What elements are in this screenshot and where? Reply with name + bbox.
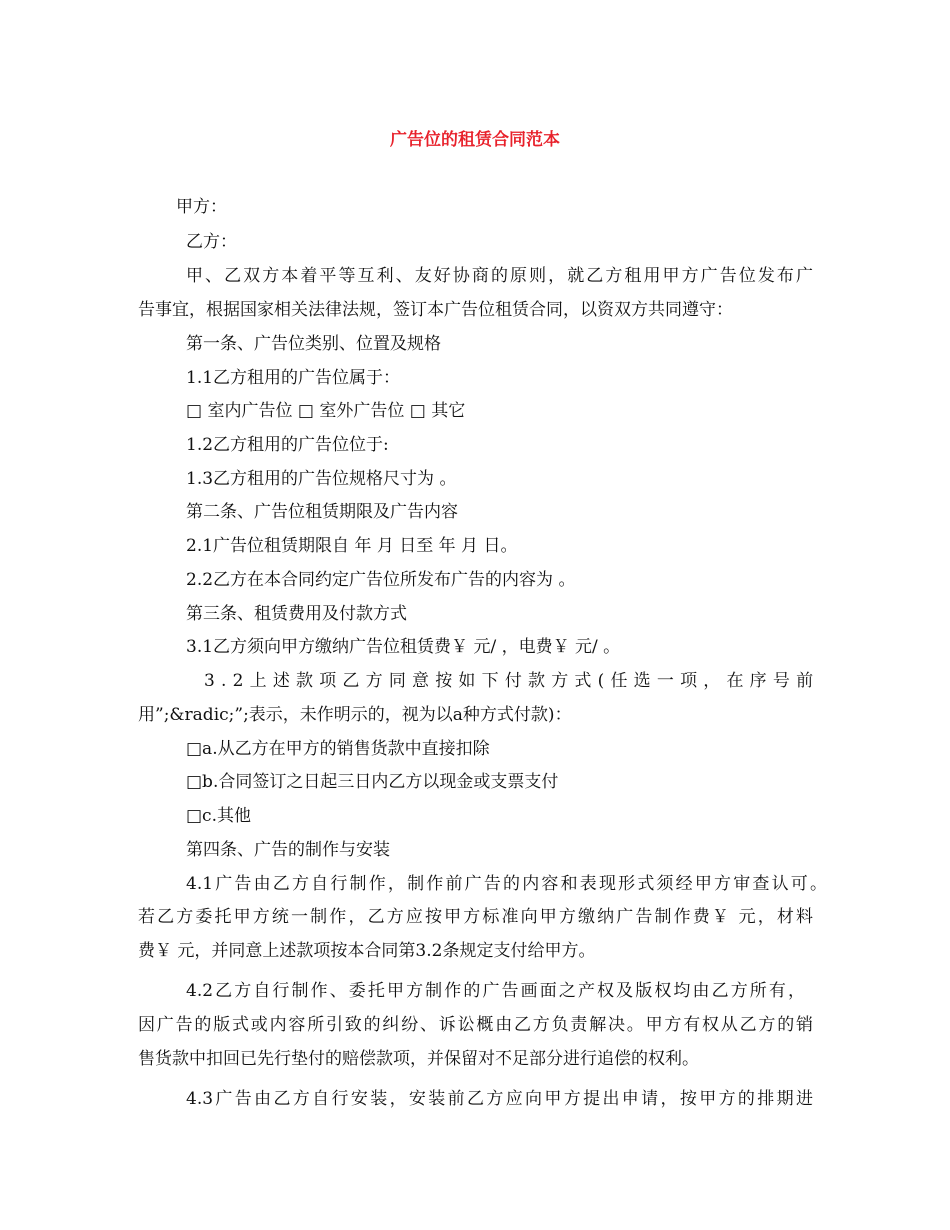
article-3-heading: 第三条、租赁费用及付款方式	[186, 604, 407, 624]
clause-4-3-line-1: 4.3广告由乙方自行安装，安装前乙方应向甲方提出申请，按甲方的排期进	[186, 1089, 813, 1109]
payment-option-c: □c.其他	[186, 806, 251, 826]
clause-4-2-line-1: 4.2乙方自行制作、委托甲方制作的广告画面之产权及版权均由乙方所有，	[186, 981, 805, 1001]
clause-3-1: 3.1乙方须向甲方缴纳广告位租赁费￥ 元/ ，电费￥ 元/ 。	[186, 637, 621, 657]
article-4-heading: 第四条、广告的制作与安装	[186, 840, 390, 860]
clause-2-2: 2.2乙方在本合同约定广告位所发布广告的内容为 。	[186, 570, 576, 590]
article-1-heading: 第一条、广告位类别、位置及规格	[186, 334, 441, 354]
party-b-line: 乙方：	[186, 232, 237, 252]
party-a-line: 甲方：	[176, 197, 227, 217]
clause-4-1-line-2: 若乙方委托甲方统一制作，乙方应按甲方标准向甲方缴纳广告制作费￥ 元，材料	[138, 907, 813, 927]
clause-2-1: 2.1广告位租赁期限自 年 月 日至 年 月 日。	[186, 536, 518, 556]
clause-4-2-line-2: 因广告的版式或内容所引致的纠纷、诉讼概由乙方负责解决。甲方有权从乙方的销	[138, 1015, 813, 1035]
preamble-line-2: 告事宜，根据国家相关法律法规，签订本广告位租赁合同，以资双方共同遵守：	[138, 300, 733, 320]
clause-1-2: 1.2乙方租用的广告位位于:	[186, 435, 389, 455]
clause-4-1-line-1: 4.1广告由乙方自行制作，制作前广告的内容和表现形式须经甲方审查认可。	[186, 874, 827, 894]
clause-4-2-line-3: 售货款中扣回已先行垫付的赔偿款项，并保留对不足部分进行追偿的权利。	[138, 1049, 699, 1069]
clause-4-1-line-3: 费￥ 元，并同意上述款项按本合同第3.2条规定支付给甲方。	[138, 941, 596, 961]
document-title: 广告位的租赁合同范本	[390, 130, 560, 150]
clause-3-2-line-2: 用”;&radic;”;表示，未作明示的，视为以a种方式付款)：	[138, 705, 572, 725]
payment-option-b: □b.合同签订之日起三日内乙方以现金或支票支付	[186, 772, 559, 792]
clause-1-1-options: □ 室内广告位 □ 室外广告位 □ 其它	[186, 401, 466, 421]
clause-3-2-line-1: 3.2上述款项乙方同意按如下付款方式(任选一项，在序号前	[204, 671, 820, 691]
clause-1-3: 1.3乙方租用的广告位规格尺寸为 。	[186, 469, 457, 489]
article-2-heading: 第二条、广告位租赁期限及广告内容	[186, 502, 458, 522]
clause-1-1: 1.1乙方租用的广告位属于：	[186, 368, 401, 388]
payment-option-a: □a.从乙方在甲方的销售货款中直接扣除	[186, 739, 490, 759]
preamble-line-1: 甲、乙双方本着平等互利、友好协商的原则，就乙方租用甲方广告位发布广	[186, 266, 813, 286]
